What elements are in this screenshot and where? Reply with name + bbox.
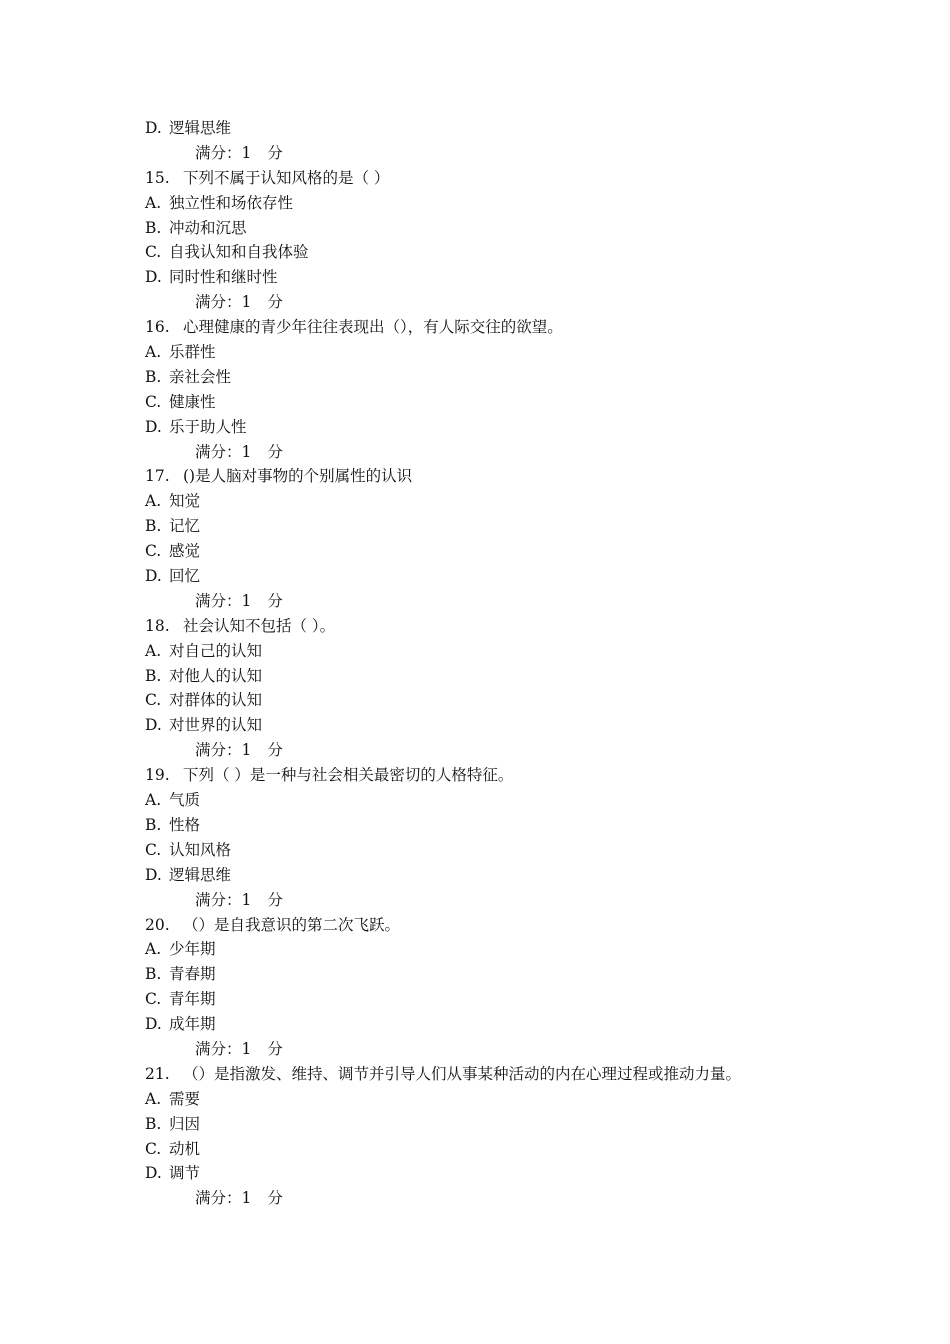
question-text: 下列不属于认知风格的是（ ）	[183, 168, 390, 187]
option-label: B.	[145, 965, 162, 984]
option-label: A.	[145, 492, 162, 511]
question-text: ()是人脑对事物的个别属性的认识	[183, 467, 413, 486]
option-line	[145, 713, 905, 738]
score-label: 满分：	[195, 1189, 242, 1208]
option-line	[145, 664, 905, 689]
option-line	[145, 191, 905, 216]
question-number: 18.	[145, 616, 170, 635]
option-label: A.	[145, 940, 162, 959]
option-label: C.	[145, 840, 162, 859]
score-unit: 分	[267, 143, 283, 162]
option-line	[145, 987, 905, 1012]
option-line	[145, 539, 905, 564]
option-label: A.	[145, 641, 162, 660]
option-line	[145, 838, 905, 863]
option-label: C.	[145, 990, 162, 1009]
question-text: 下列（ ）是一种与社会相关最密切的人格特征。	[183, 766, 514, 785]
option-text: 对群体的认知	[169, 691, 263, 710]
question-text: （）是自我意识的第二次飞跃。	[183, 915, 401, 934]
question-line	[145, 1062, 905, 1087]
option-label: D.	[145, 119, 162, 137]
option-line	[145, 1137, 905, 1162]
option-text: 调节	[169, 1164, 201, 1183]
option-label: D.	[145, 1164, 162, 1183]
option-text: 对自己的认知	[169, 641, 263, 660]
score-line	[145, 589, 905, 614]
score-line	[145, 440, 905, 465]
option-label: B.	[145, 815, 162, 834]
option-line	[145, 962, 905, 987]
score-value: 1	[241, 293, 252, 312]
option-line	[145, 639, 905, 664]
option-label: B.	[145, 1114, 162, 1133]
score-line	[145, 1037, 905, 1062]
option-text: 需要	[169, 1089, 201, 1108]
score-unit: 分	[267, 591, 283, 610]
score-line	[145, 290, 905, 315]
option-label: C.	[145, 542, 162, 561]
option-text: 青年期	[169, 990, 216, 1009]
option-line	[145, 390, 905, 415]
question-text: （）是指激发、维持、调节并引导人们从事某种活动的内在心理过程或推动力量。	[183, 1064, 742, 1083]
option-label: C.	[145, 243, 162, 262]
option-text: 亲社会性	[169, 367, 232, 386]
option-label: A.	[145, 1089, 162, 1108]
option-line	[145, 514, 905, 539]
option-text: 健康性	[169, 392, 216, 411]
option-line	[145, 265, 905, 290]
option-label: C.	[145, 392, 162, 411]
score-unit: 分	[267, 741, 283, 760]
question-number: 19.	[145, 766, 170, 785]
question-line	[145, 315, 905, 340]
question-text: 心理健康的青少年往往表现出（），有人际交往的欲望。	[183, 318, 563, 337]
option-line	[145, 340, 905, 365]
score-label: 满分：	[195, 890, 242, 909]
option-label: D.	[145, 865, 162, 884]
option-text: 青春期	[169, 965, 216, 984]
score-value: 1	[241, 442, 252, 461]
option-line	[145, 937, 905, 962]
score-label: 满分：	[195, 143, 242, 162]
score-value: 1	[241, 591, 252, 610]
option-label: B.	[145, 218, 162, 237]
option-label: D.	[145, 1015, 162, 1034]
option-line	[145, 788, 905, 813]
question-line	[145, 166, 905, 191]
option-label: A.	[145, 791, 162, 810]
option-label: D.	[145, 417, 162, 436]
option-line	[145, 415, 905, 440]
question-list	[145, 116, 905, 1211]
score-label: 满分：	[195, 293, 242, 312]
option-text: 乐于助人性	[169, 417, 247, 436]
option-line	[145, 1012, 905, 1037]
option-text: 自我认知和自我体验	[169, 243, 309, 262]
question-line	[145, 763, 905, 788]
option-text: 逻辑思维	[169, 865, 232, 884]
option-text: 同时性和继时性	[169, 268, 278, 287]
score-label: 满分：	[195, 591, 242, 610]
question-line	[145, 913, 905, 938]
option-line	[145, 688, 905, 713]
option-line	[145, 216, 905, 241]
score-unit: 分	[267, 442, 283, 461]
question-line	[145, 464, 905, 489]
option-text: 逻辑思维	[169, 119, 232, 137]
option-text: 少年期	[169, 940, 216, 959]
question-number: 20.	[145, 915, 170, 934]
score-unit: 分	[267, 1039, 283, 1058]
score-value: 1	[241, 1039, 252, 1058]
score-line	[145, 738, 905, 763]
option-line	[145, 489, 905, 514]
option-text: 成年期	[169, 1015, 216, 1034]
score-label: 满分：	[195, 741, 242, 760]
question-number: 15.	[145, 168, 170, 187]
option-text: 独立性和场依存性	[169, 193, 294, 212]
question-number: 17.	[145, 467, 170, 486]
option-label: A.	[145, 343, 162, 362]
option-line	[145, 240, 905, 265]
option-line	[145, 116, 905, 141]
option-text: 冲动和沉思	[169, 218, 247, 237]
option-label: D.	[145, 716, 162, 735]
option-text: 归因	[169, 1114, 201, 1133]
score-value: 1	[241, 741, 252, 760]
question-number: 21.	[145, 1064, 170, 1083]
question-text: 社会认知不包括（ ）。	[183, 616, 336, 635]
question-number: 16.	[145, 318, 170, 337]
score-label: 满分：	[195, 442, 242, 461]
score-unit: 分	[267, 890, 283, 909]
option-text: 性格	[169, 815, 201, 834]
option-label: B.	[145, 666, 162, 685]
option-label: D.	[145, 268, 162, 287]
option-line	[145, 813, 905, 838]
option-label: D.	[145, 567, 162, 586]
score-unit: 分	[267, 293, 283, 312]
option-line	[145, 365, 905, 390]
option-label: B.	[145, 367, 162, 386]
option-line	[145, 1161, 905, 1186]
option-line	[145, 1112, 905, 1137]
option-line	[145, 564, 905, 589]
option-text: 对世界的认知	[169, 716, 263, 735]
score-line	[145, 1186, 905, 1211]
score-line	[145, 888, 905, 913]
option-line	[145, 1087, 905, 1112]
option-label: C.	[145, 691, 162, 710]
option-text: 动机	[169, 1139, 201, 1158]
option-text: 气质	[169, 791, 201, 810]
option-line	[145, 863, 905, 888]
score-line	[145, 141, 905, 166]
option-text: 知觉	[169, 492, 201, 511]
score-value: 1	[241, 1189, 252, 1208]
option-text: 回忆	[169, 567, 201, 586]
question-line	[145, 614, 905, 639]
score-unit: 分	[267, 1189, 283, 1208]
option-text: 认知风格	[169, 840, 232, 859]
option-label: B.	[145, 517, 162, 536]
score-value: 1	[241, 890, 252, 909]
option-text: 对他人的认知	[169, 666, 263, 685]
option-label: C.	[145, 1139, 162, 1158]
option-text: 乐群性	[169, 343, 216, 362]
option-text: 记忆	[169, 517, 201, 536]
option-text: 感觉	[169, 542, 201, 561]
score-value: 1	[241, 143, 252, 162]
score-label: 满分：	[195, 1039, 242, 1058]
option-label: A.	[145, 193, 162, 212]
